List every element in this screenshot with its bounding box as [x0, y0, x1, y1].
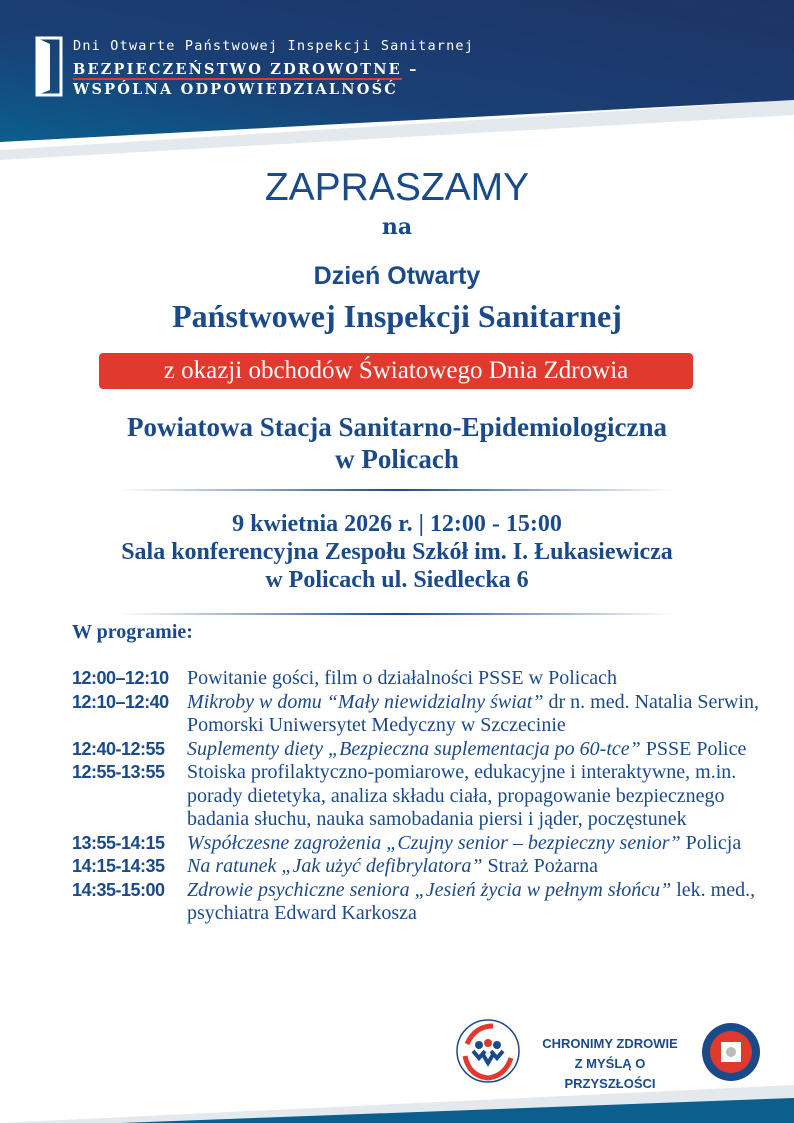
program-text: Straż Pożarna — [482, 855, 599, 877]
program-item — [72, 832, 762, 856]
program-item — [72, 667, 762, 691]
program-title: Suplementy diety „Bezpieczna suplementacja po 60-tce” — [187, 737, 641, 760]
program-description — [187, 832, 762, 856]
divider — [120, 613, 674, 615]
program-text: lek. med., psychiatra Edward Karkosza — [187, 878, 756, 924]
program-time: 14:15-14:35 — [72, 856, 165, 876]
program-title: Zdrowie psychiczne seniora „Jesień życia w pełnym słońcu” — [187, 878, 672, 901]
program-text: Policja — [680, 831, 742, 854]
program-list — [72, 667, 762, 926]
program-text: Stoiska profilaktyczno-pomiarowe, edukacyjne i interaktywne, m.in. porady dietetyka, analiza składu ciała, propagowanie bezpiecznego badania słuchu, nauka samobadania piersi i jąder, poczęstunek — [187, 761, 737, 830]
organization-name: Państwowej Inspekcji Sanitarnej — [172, 298, 622, 334]
event-name: Dzień Otwarty — [313, 262, 481, 290]
program-title: Współczesne zagrożenia „Czujny senior – bezpieczny senior” — [187, 831, 681, 854]
program-time: 12:00–12:10 — [72, 668, 169, 688]
program-description — [187, 855, 762, 879]
footer-slogan: CHRONIMY ZDROWIE Z MYŚLĄ O PRZYSZŁOŚCI — [542, 1036, 678, 1091]
program-time: 14:35-15:00 — [72, 879, 165, 900]
program-text: PSSE Police — [640, 737, 747, 760]
program-heading: W programie: — [72, 621, 193, 643]
program-item — [72, 691, 762, 738]
program-time: 12:10–12:40 — [72, 691, 169, 712]
program-text: Powitanie gości, film o działalności PSSE w Policach — [187, 667, 617, 689]
footer-banner — [0, 1080, 794, 1123]
program-description — [187, 738, 762, 762]
event-info: 9 kwietnia 2026 r. | 12:00 - 15:00 Sala konferencyjna Zespołu Szkół im. I. Łukasiewicza w Policach ul. Siedlecka 6 — [121, 511, 673, 593]
chronimy-zdrowie-logo — [455, 1018, 521, 1084]
program-description — [187, 691, 762, 738]
program-description — [187, 667, 762, 691]
page-title: ZAPRASZAMY — [264, 166, 530, 209]
program-description — [187, 879, 762, 926]
program-item — [72, 761, 762, 832]
program-time: 12:55-13:55 — [72, 762, 165, 782]
program-time: 13:55-14:15 — [72, 832, 165, 853]
program-title: Mikroby w domu “Mały niewidzialny świat” — [187, 690, 544, 713]
program-item — [72, 738, 762, 762]
program-time: 12:40-12:55 — [72, 738, 165, 759]
program-description — [187, 761, 762, 832]
station-name: Powiatowa Stacja Sanitarno-Epidemiologiczna w Policach — [127, 412, 667, 474]
occasion-banner: z okazji obchodów Światowego Dnia Zdrowia — [99, 353, 693, 389]
divider — [120, 489, 674, 491]
header-subtitle: Dni Otwarte Państwowej Inspekcji Sanitarnej — [73, 38, 475, 54]
program-title: Na ratunek „Jak użyć defibrylatora” — [187, 855, 483, 877]
psis-seal-logo — [701, 1022, 761, 1082]
program-text: dr n. med. Natalia Serwin, Pomorski Uniwersytet Medyczny w Szczecinie — [187, 690, 759, 736]
na-text: na — [381, 214, 413, 240]
program-item — [72, 855, 762, 879]
header-slogan: BEZPIECZEŃSTWO ZDROWOTNE – WSPÓLNA ODPOWIEDZIALNOŚĆ — [73, 61, 419, 98]
program-item — [72, 879, 762, 926]
